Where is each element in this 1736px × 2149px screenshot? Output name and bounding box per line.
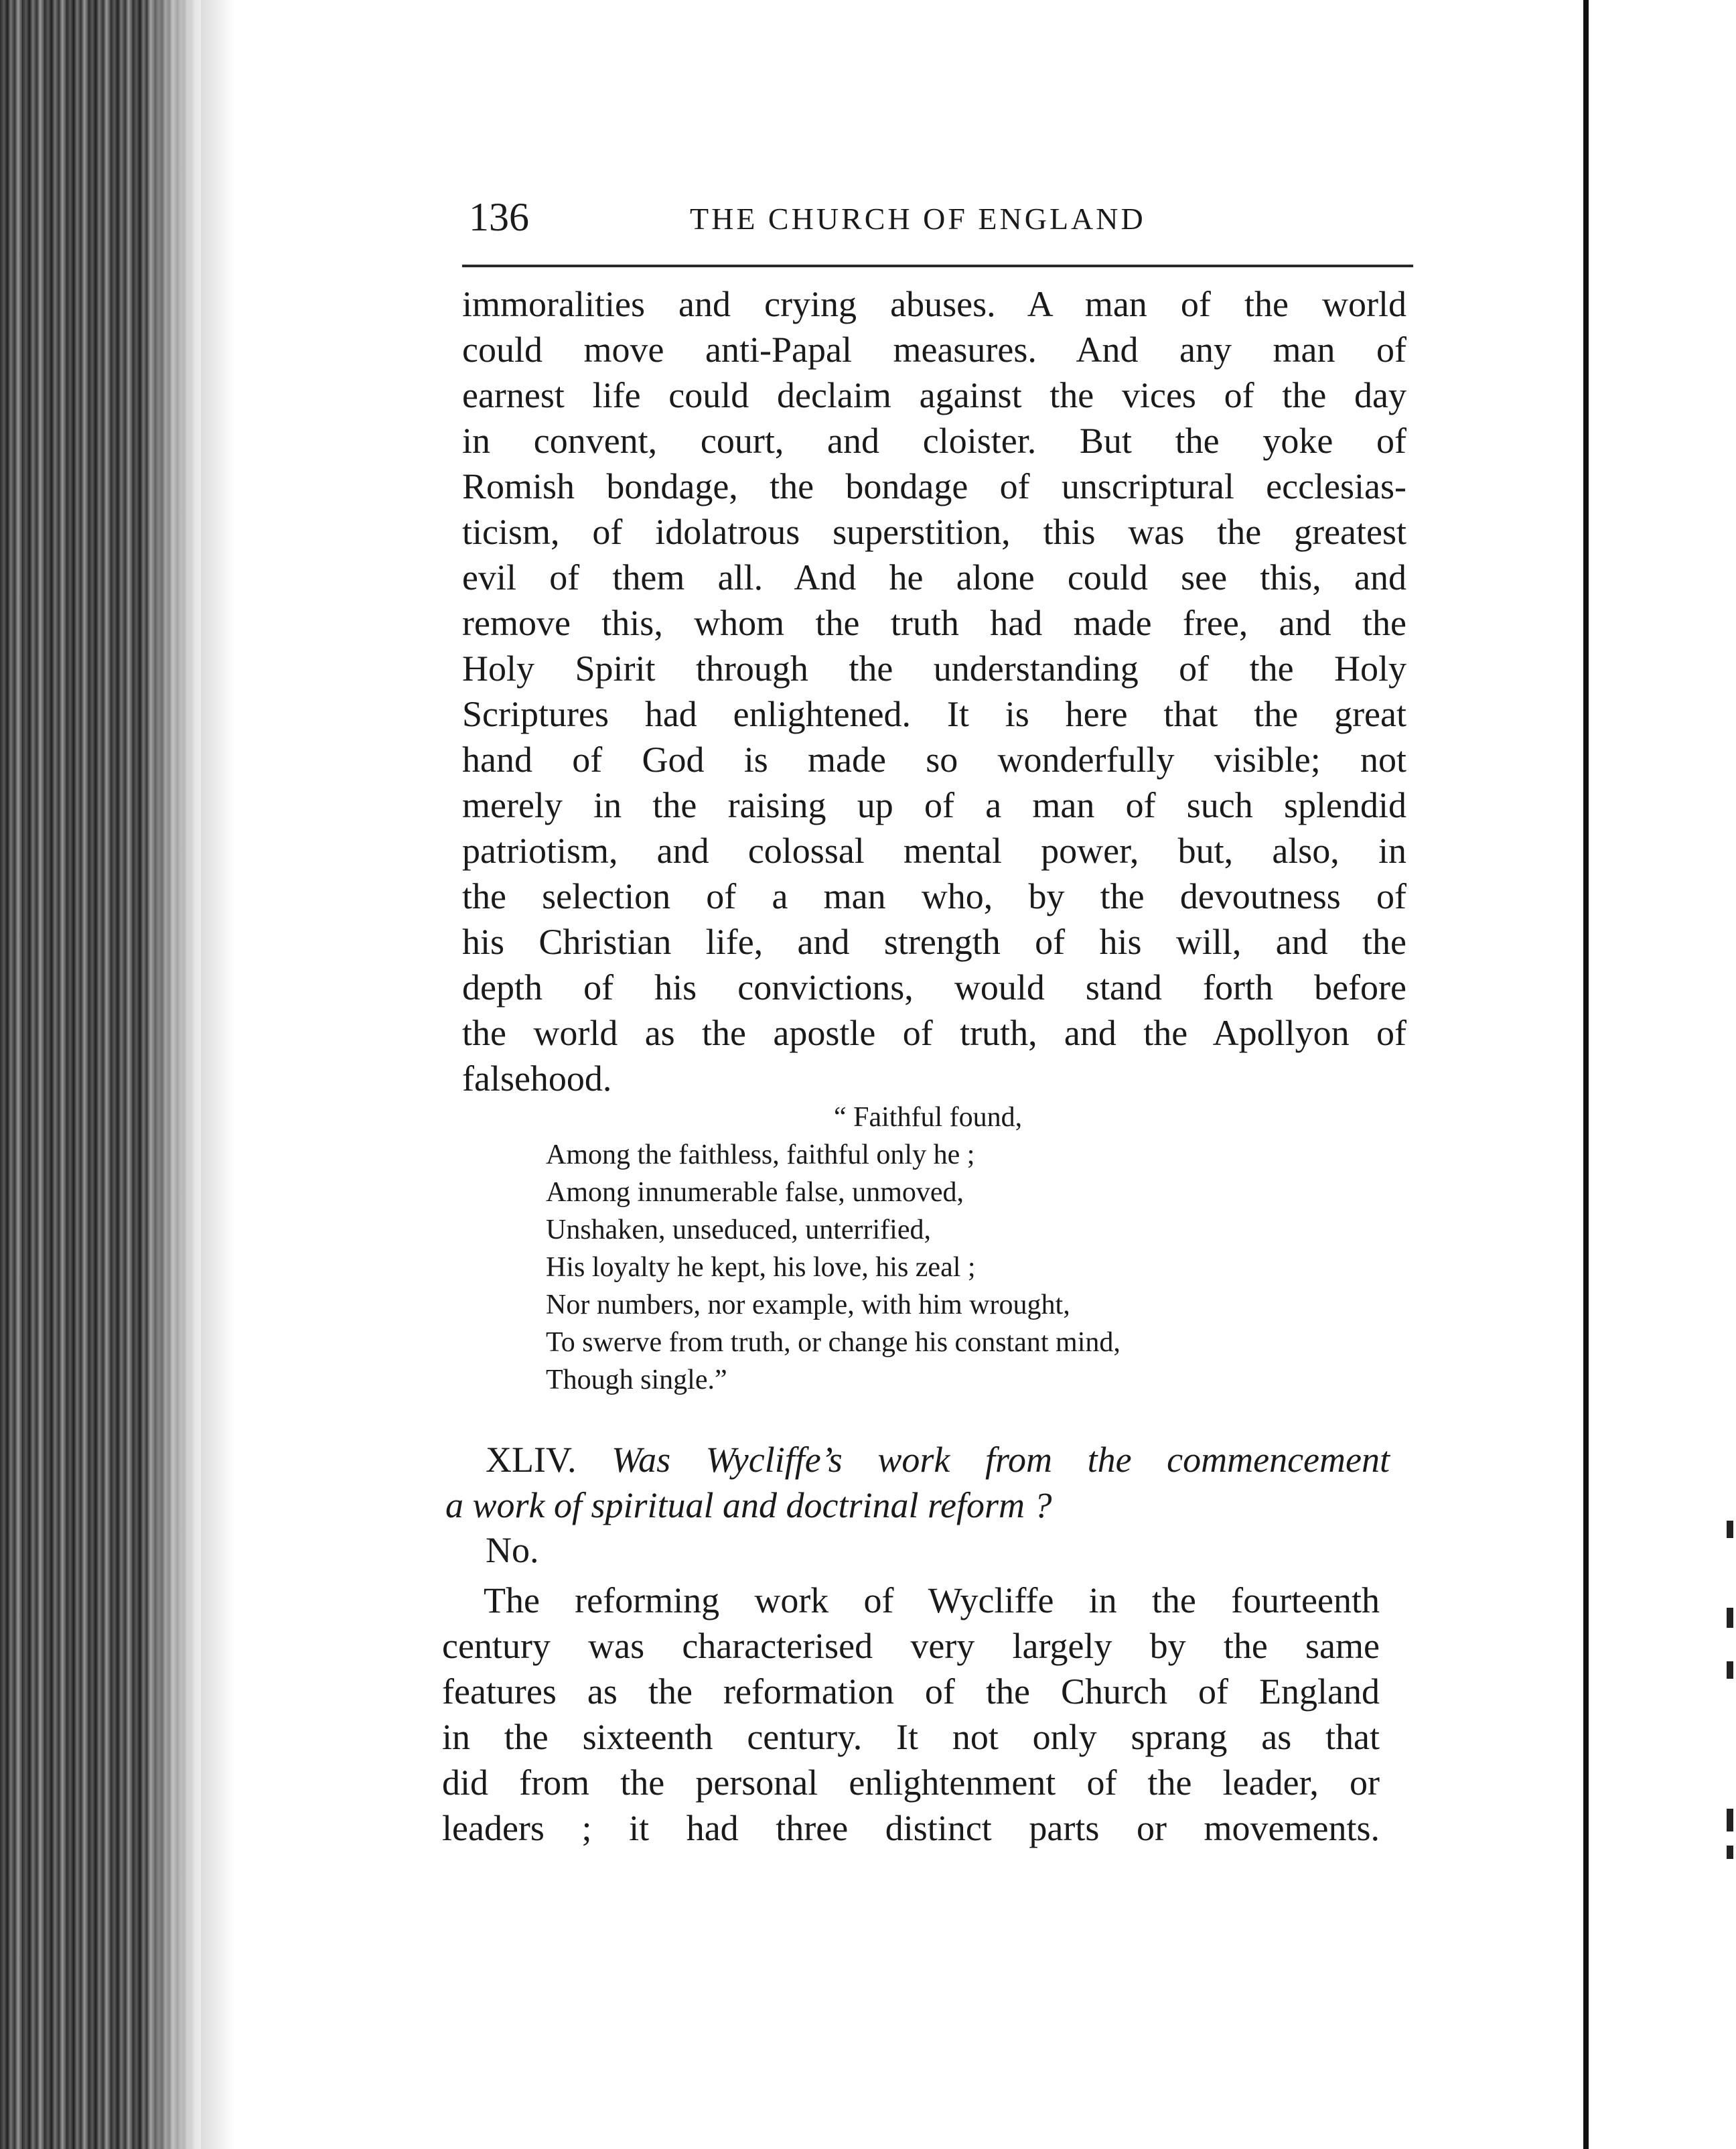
text-line: ticism, of idolatrous superstition, this was the greatest [462,512,1406,552]
text-line: merely in the raising up of a man of such splendid [462,785,1406,825]
text-line: evil of them all. And he alone could see this, and [462,557,1406,598]
text-line: century was characterised very largely by the same [442,1626,1380,1666]
running-title: THE CHURCH OF ENGLAND [690,202,1146,236]
page-number: 136 [469,195,529,239]
page-header [469,194,1413,248]
text-line: features as the reformation of the Church of England [442,1671,1380,1712]
text-line: The reforming work of Wycliffe in the fourteenth [484,1580,1380,1620]
text-line: falsehood. [462,1058,612,1099]
poem-line: “ Faithful found, [834,1102,1023,1133]
poem-line: His loyalty he kept, his love, his zeal ; [546,1252,976,1283]
facing-page-mark [1727,1809,1733,1831]
text-line: leaders ; it had three distinct parts or movements. [442,1808,1380,1848]
poem-line: Among innumerable false, unmoved, [546,1177,964,1208]
text-line: Scriptures had enlightened. It is here that the great [462,694,1406,734]
question-number: XLIV. [486,1440,577,1480]
book-binding-edge [0,0,201,2149]
question-text: Was Wycliffe’s work from the commencement [611,1440,1390,1480]
text-line: immoralities and crying abuses. A man of the world [462,284,1406,324]
text-line: could move anti-Papal measures. And any man of [462,330,1406,370]
poem-line: Unshaken, unseduced, unterrified, [546,1215,931,1245]
poem-line: Though single.” [546,1365,727,1395]
facing-page-mark [1727,1846,1733,1859]
body-paragraph-2 [442,1578,1380,1851]
facing-page-mark [1727,1521,1733,1538]
text-line: in convent, court, and cloister. But the yoke of [462,421,1406,461]
facing-page-edge [1589,0,1736,2149]
question-heading [445,1437,1390,1528]
text-line: his Christian life, and strength of his will, and the [462,922,1406,962]
text-line: Holy Spirit through the understanding of the Holy [462,648,1406,689]
question-text: a work of spiritual and doctrinal reform ? [445,1485,1052,1525]
poem-line: Nor numbers, nor example, with him wrought, [546,1290,1070,1320]
poem-line: To swerve from truth, or change his constant mind, [546,1327,1120,1358]
right-page-gutter [1583,0,1589,2149]
text-line: the world as the apostle of truth, and the Apollyon of [462,1013,1406,1053]
answer-short: No. [486,1530,539,1570]
poem-quotation [546,1099,1120,1399]
text-line: did from the personal enlightenment of the leader, or [442,1762,1380,1803]
header-rule [462,265,1413,267]
text-line: earnest life could declaim against the vices of the day [462,375,1406,415]
text-line: the selection of a man who, by the devoutness of [462,876,1406,916]
body-paragraph-1 [462,281,1406,1101]
text-line: remove this, whom the truth had made free, and the [462,603,1406,643]
text-line: patriotism, and colossal mental power, but, also, in [462,831,1406,871]
text-line: hand of God is made so wonderfully visible; not [462,740,1406,780]
question-line [445,1437,1390,1482]
text-line: depth of his convictions, would stand forth before [462,967,1406,1008]
page-gutter-shadow [201,0,234,2149]
text-line: Romish bondage, the bondage of unscriptural ecclesias- [462,466,1406,506]
text-line: in the sixteenth century. It not only sprang as that [442,1717,1380,1757]
facing-page-mark [1727,1608,1733,1628]
poem-line: Among the faithless, faithful only he ; [546,1139,975,1170]
facing-page-mark [1727,1661,1733,1679]
